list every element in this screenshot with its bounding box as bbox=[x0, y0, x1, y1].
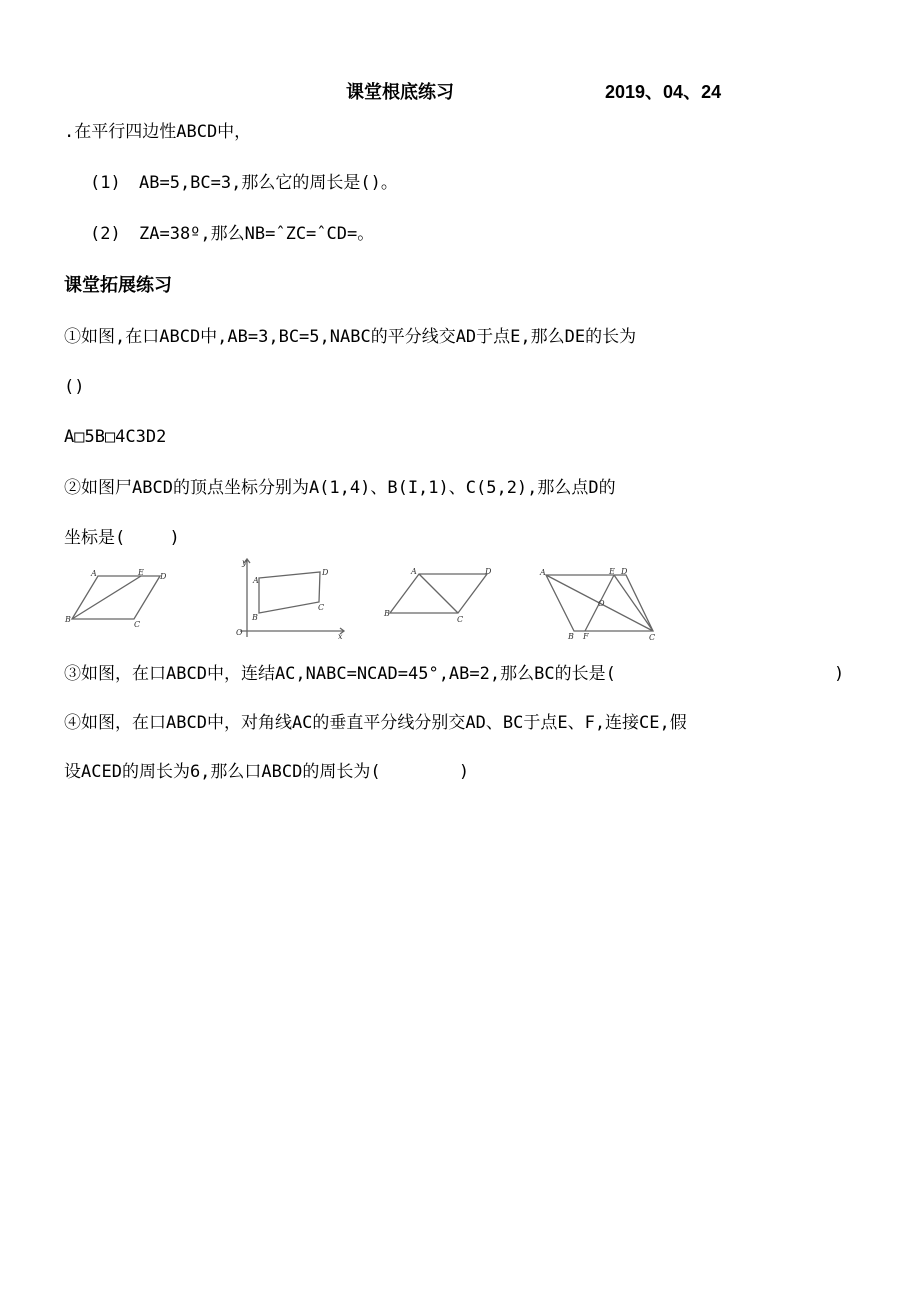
page-date: 2019、04、24 bbox=[605, 82, 722, 102]
figure-coordinate-plane bbox=[230, 555, 350, 641]
label-b: B bbox=[384, 609, 390, 618]
label-a: A bbox=[91, 569, 97, 578]
label-d: D bbox=[160, 572, 167, 581]
extension-q3-text: ③如图，在口ABCD中，连结AC,NABC=NCAD=45°,AB=2,那么BC的长是( bbox=[64, 664, 616, 684]
label-c: C bbox=[134, 620, 141, 628]
parallelogram-abcd bbox=[72, 576, 160, 619]
label-d: D bbox=[485, 567, 492, 576]
label-d: D bbox=[621, 567, 628, 576]
extension-q2-line2: 坐标是( ) bbox=[64, 528, 180, 548]
basic-q1-text: AB=5,BC=3,那么它的周长是()。 bbox=[139, 173, 398, 193]
basic-intro: .在平行四边性ABCD中， bbox=[64, 122, 252, 142]
bisector-be bbox=[72, 576, 141, 619]
diagonal-ac bbox=[419, 574, 458, 613]
parallelogram-abcd bbox=[259, 572, 320, 613]
label-f: F bbox=[583, 632, 589, 641]
label-b: B bbox=[568, 632, 574, 641]
figure-parallelogram-4 bbox=[537, 564, 667, 642]
label-o: O bbox=[598, 599, 605, 608]
basic-q2-number: (2) bbox=[90, 224, 121, 244]
extension-q3-close: ) bbox=[834, 664, 845, 684]
label-c: C bbox=[649, 633, 656, 642]
label-c: C bbox=[457, 615, 464, 624]
label-d: D bbox=[322, 568, 329, 577]
extension-heading: 课堂拓展练习 bbox=[64, 275, 172, 295]
segment-ce bbox=[614, 575, 653, 631]
extension-q1-options: A□5B□4C3D2 bbox=[64, 427, 167, 447]
extension-q4-line2: 设ACED的周长为6,那么口ABCD的周长为( ) bbox=[64, 762, 470, 782]
label-b: B bbox=[252, 613, 258, 622]
label-x: x bbox=[338, 632, 343, 641]
extension-q2-line1: ②如图尸ABCD的顶点坐标分别为A(1,4)、B(I,1)、C(5,2),那么点D的 bbox=[64, 478, 616, 498]
label-a: A bbox=[540, 568, 546, 577]
label-e: E bbox=[138, 568, 144, 577]
label-e: E bbox=[609, 567, 615, 576]
label-a: A bbox=[411, 567, 417, 576]
page-title: 课堂根底练习 bbox=[346, 82, 454, 102]
label-y: y bbox=[242, 558, 247, 567]
extension-q1-line2: () bbox=[64, 377, 85, 397]
figure-parallelogram-1 bbox=[64, 566, 174, 628]
figure-parallelogram-3 bbox=[383, 564, 495, 626]
extension-q1-line1: ①如图,在口ABCD中,AB=3,BC=5,NABC的平分线交AD于点E,那么DE的长为 bbox=[64, 327, 637, 347]
basic-q1-number: (1) bbox=[90, 173, 121, 193]
label-a: A bbox=[253, 576, 259, 585]
label-b: B bbox=[65, 615, 71, 624]
basic-q2-text: ZA=38º,那么NB=ˆZC=ˆCD=。 bbox=[139, 224, 375, 244]
label-o: O bbox=[236, 628, 243, 637]
label-c: C bbox=[318, 603, 325, 612]
extension-q4-line1: ④如图，在口ABCD中，对角线AC的垂直平分线分别交AD、BC于点E、F,连接CE,假 bbox=[64, 713, 687, 733]
